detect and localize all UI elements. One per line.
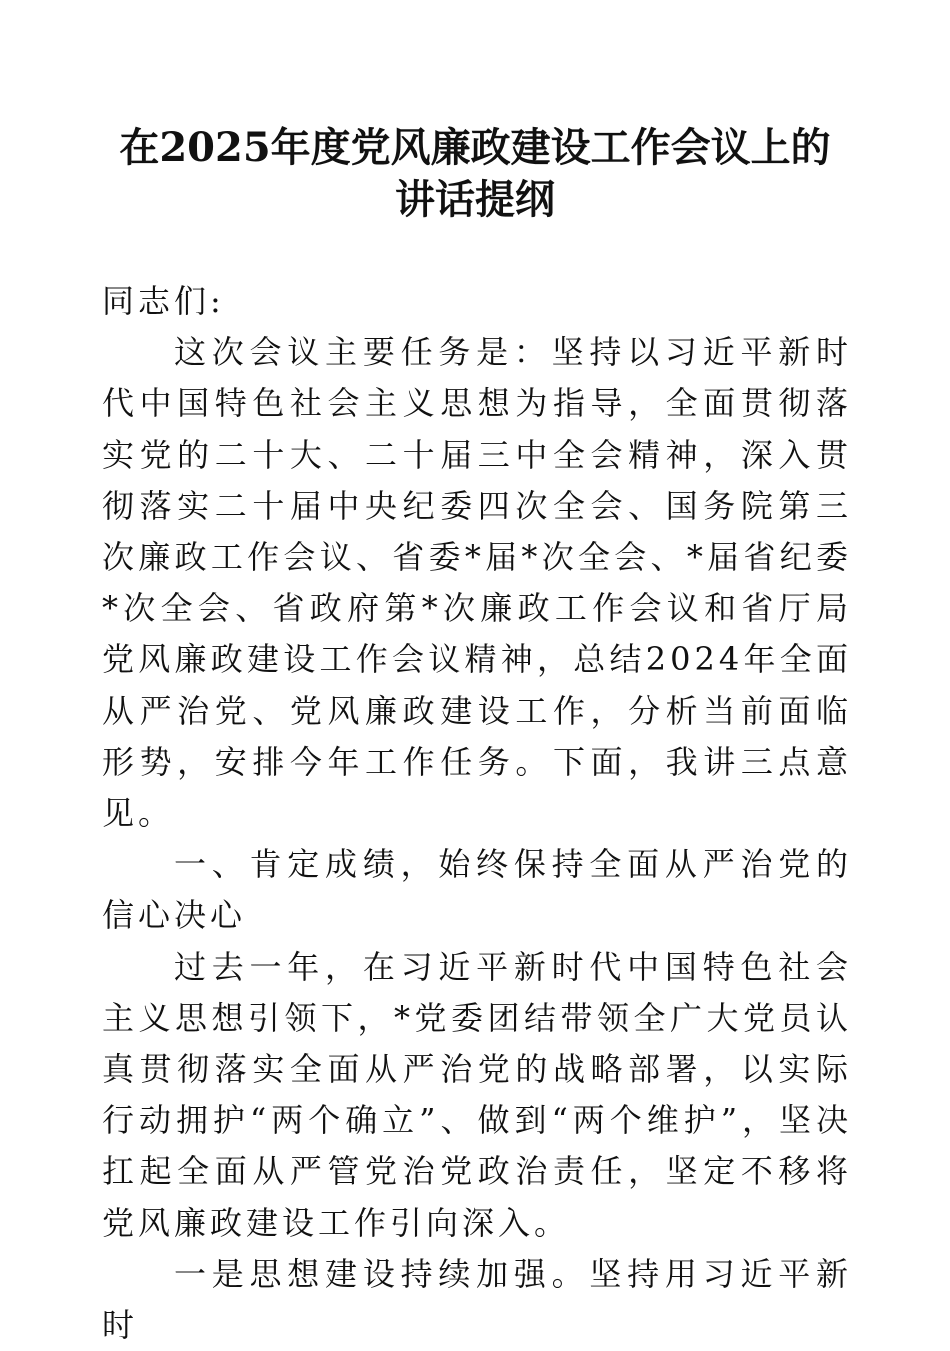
document-title-line-2: 讲话提纲 bbox=[395, 176, 555, 223]
greeting: 同志们: bbox=[102, 282, 225, 320]
paragraph-point-1: 一是思想建设持续加强。坚持用习近平新时 bbox=[102, 1254, 852, 1345]
section-heading-1: 一、肯定成绩，始终保持全面从严治党的信心决心 bbox=[102, 845, 852, 935]
paragraph-review: 过去一年，在习近平新时代中国特色社会主义思想引领下，*党委团结带领全广大党员认真贯彻落实全面从严治党的战略部署，以实际行动拥护“两个确立”、做到“两个维护”，坚决扛起全面从严管党治党政治责任，坚定不移将党风廉政建设工作引向深入。 bbox=[102, 947, 852, 1242]
document-title-line-1: 在2025年度党风廉政建设工作会议上的 bbox=[119, 124, 831, 171]
paragraph-intro: 这次会议主要任务是：坚持以习近平新时代中国特色社会主义思想为指导，全面贯彻落实党的二十大、二十届三中全会精神，深入贯彻落实二十届中央纪委四次全会、国务院第三次廉政工作会议、省委*届*次全会、*届省纪委*次全会、省政府第*次廉政工作会议和省厅局党风廉政建设工作会议精神，总结2024年全面从严治党、党风廉政建设工作，分析当前面临形势，安排今年工作任务。下面，我讲三点意见。 bbox=[102, 333, 852, 833]
document-body bbox=[102, 276, 852, 1351]
